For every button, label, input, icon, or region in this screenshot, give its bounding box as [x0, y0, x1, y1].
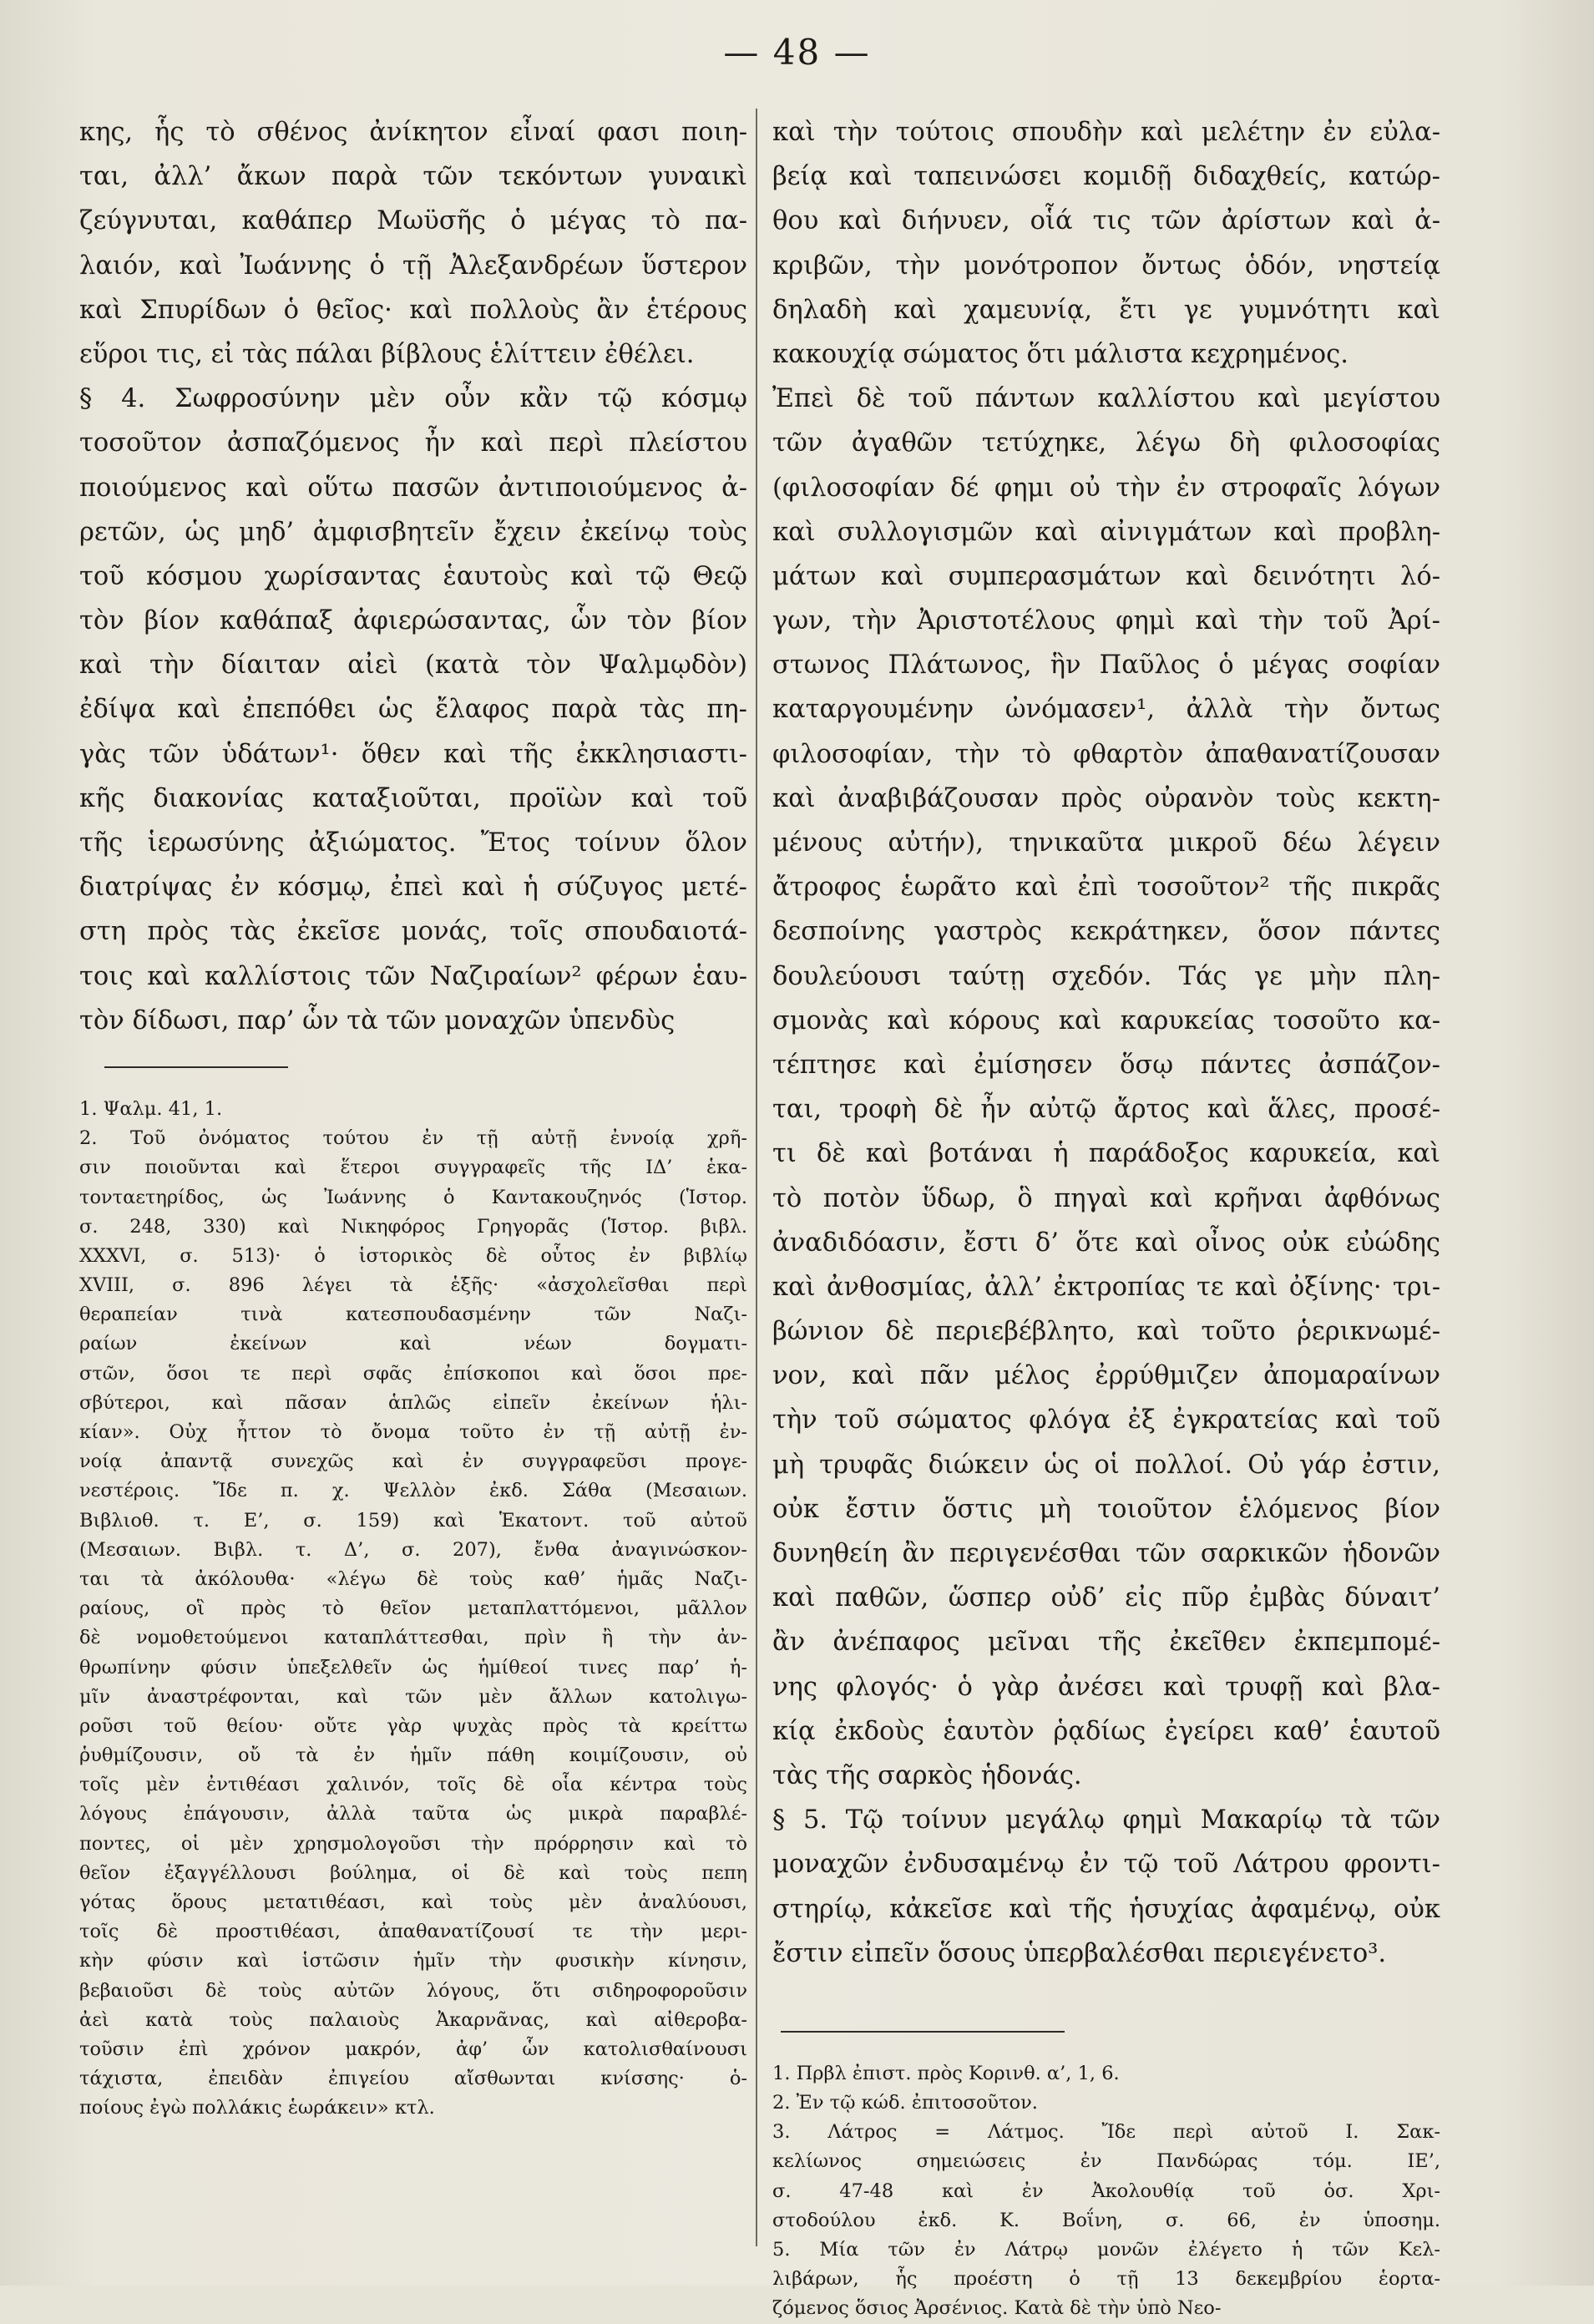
text-line: ποιούμενος καὶ οὕτω πασῶν ἀντιποιούμενος ἀ-: [79, 473, 747, 503]
footnote-line: 3. Λάτρος = Λάτμος. Ἴδε περὶ αὐτοῦ Ι. Σακ-: [772, 2121, 1440, 2144]
text-line: δηλαδὴ καὶ χαμευνίᾳ, ἔτι γε γυμνότητι καὶ: [772, 295, 1440, 325]
text-line: τοσοῦτον ἀσπαζόμενος ἦν καὶ περὶ πλείστου: [79, 428, 747, 458]
footnote-line: βεβαιοῦσι δὲ τοὺς αὐτῶν λόγους, ὅτι σιδηροφοροῦσιν: [79, 1979, 747, 2002]
text-line: κίᾳ ἐκδοὺς ἑαυτὸν ῥᾳδίως ἐγείρει καθ’ ἑαυτοῦ: [772, 1716, 1440, 1746]
text-line: μάτων καὶ συμπερασμάτων καὶ δεινότητι λό-: [772, 561, 1440, 591]
text-line: καὶ ἀνθοσμίας, ἀλλ’ ἐκτροπίας τε καὶ ὀξίνης· τρι-: [772, 1272, 1440, 1302]
footnote-line: σβύτεροι, καὶ πᾶσαν ἁπλῶς εἰπεῖν ἐκείνων ἡλι-: [79, 1391, 747, 1414]
footnote-line: δὲ νομοθετούμενοι καταπλάττεσθαι, πρὶν ἢ τὴν ἀν-: [79, 1627, 747, 1649]
footnote-line: νεστέροις. Ἴδε π. χ. Ψελλὸν ἐκδ. Σάθα (Μεσαιων.: [79, 1480, 747, 1502]
text-line: οὐκ ἔστιν ὅστις μὴ τοιοῦτον ἑλόμενος βίον: [772, 1494, 1440, 1524]
left-footnotes: [79, 1095, 747, 2124]
text-line: καταργουμένην ὠνόμασεν¹, ἀλλὰ τὴν ὄντως: [772, 695, 1440, 725]
text-line: δεσποίνης γαστρὸς κεκράτηκεν, ὅσον πάντες: [772, 917, 1440, 947]
footnote-line: τοῦσιν ἐπὶ χρόνον μακρόν, ἀφ’ ὧν κατολισθαίνουσι: [79, 2038, 747, 2060]
text-line: βώνιον δὲ περιεβέβλητο, καὶ τοῦτο ῥερικνωμέ-: [772, 1317, 1440, 1347]
text-line: δυνηθείη ἂν περιγενέσθαι τῶν σαρκικῶν ἡδονῶν: [772, 1539, 1440, 1568]
footnote-line: ποίους ἐγὼ πολλάκις ἑωράκειν» κτλ.: [79, 2097, 435, 2119]
text-line: τοις καὶ καλλίστοις τῶν Ναζιραίων² φέρων ἑαυ-: [79, 961, 747, 991]
text-line: μένους αὐτήν), τηνικαῦτα μικροῦ δέω λέγειν: [772, 828, 1440, 858]
column-divider: [756, 109, 757, 2246]
text-line: τὴν τοῦ σώματος φλόγα ἐξ ἐγκρατείας καὶ τοῦ: [772, 1405, 1440, 1435]
left-column: [79, 110, 747, 2124]
text-line: δουλεύουσι ταύτῃ σχεδόν. Τάς γε μὴν πλη-: [772, 961, 1440, 991]
footnote-line: ροῦσι τοῦ θείου· οὔτε γὰρ ψυχὰς πρὸς τὰ κρείττω: [79, 1714, 747, 1737]
text-line: μὴ τρυφᾶς διώκειν ὡς οἱ πολλοί. Οὐ γάρ ἐστιν,: [772, 1450, 1440, 1480]
footnote-line: 5. Μία τῶν ἐν Λάτρῳ μονῶν ἐλέγετο ἡ τῶν Κελ-: [772, 2239, 1440, 2261]
text-line: ἄτροφος ἑωρᾶτο καὶ ἐπὶ τοσοῦτον² τῆς πικρᾶς: [772, 873, 1440, 903]
text-line: § 5. Τῷ τοίνυν μεγάλῳ φημὶ Μακαρίῳ τὰ τῶν: [772, 1805, 1440, 1835]
text-line: καὶ συλλογισμῶν καὶ αἰνιγμάτων καὶ προβλη-: [772, 517, 1440, 547]
footnote-line: νοίᾳ ἀπαντᾷ συνεχῶς καὶ ἐν συγγραφεῦσι προγε-: [79, 1451, 747, 1473]
footnote-line: λιβάρων, ἧς προέστη ὁ τῇ 13 δεκεμβρίου ἑορτα-: [772, 2268, 1440, 2291]
text-line: ἀναδιδόασιν, ἔστι δ’ ὅτε καὶ οἶνος οὐκ εὐώδης: [772, 1228, 1440, 1258]
text-line: τῆς ἱερωσύνης ἀξιώματος. Ἔτος τοίνυν ὅλον: [79, 828, 747, 858]
text-line: καὶ παθῶν, ὥσπερ οὐδ’ εἰς πῦρ ἐμβὰς δύναιτ’: [772, 1583, 1440, 1613]
footnote-line: στῶν, ὅσοι τε περὶ σφᾶς ἐπίσκοποι καὶ ὅσοι πρε-: [79, 1362, 747, 1385]
footnote-line: XXXVI, σ. 513)· ὁ ἱστορικὸς δὲ οὗτος ἐν βιβλίῳ: [79, 1244, 747, 1267]
page-number: — 48 —: [723, 32, 871, 73]
footnote-line: θεραπείαν τινὰ κατεσπουδασμένην τῶν Ναζι-: [79, 1304, 747, 1326]
footnote-line: τάχιστα, ἐπειδὰν ἐπιγείου αἴσθωνται κνίσσης· ὁ-: [79, 2068, 747, 2090]
footnote-line: ραίων ἐκείνων καὶ νέων δογματι-: [79, 1333, 747, 1355]
text-line: ἐδίψα καὶ ἐπεπόθει ὡς ἔλαφος παρὰ τὰς πη-: [79, 695, 747, 725]
text-line: ρετῶν, ὡς μηδ’ ἀμφισβητεῖν ἔχειν ἐκείνῳ τοὺς: [79, 517, 747, 547]
right-footnotes: [772, 2059, 1440, 2324]
text-line: νον, καὶ πᾶν μέλος ἐρρύθμιζεν ἀπομαραίνων: [772, 1361, 1440, 1391]
right-column-text: [772, 110, 1440, 1976]
footnote-line: ἀεὶ κατὰ τοὺς παλαιοὺς Ἀκαρνᾶνας, καὶ αἰθεροβα-: [79, 2008, 747, 2031]
footnote-line: XVIII, σ. 896 λέγει τὰ ἑξῆς· «ἀσχολεῖσθαι περὶ: [79, 1274, 747, 1297]
footnote-line: σ. 47-48 καὶ ἐν Ἀκολουθίᾳ τοῦ ὁσ. Χρι-: [772, 2180, 1440, 2202]
text-line: λαιόν, καὶ Ἰωάννης ὁ τῇ Ἀλεξανδρέων ὕστερον: [79, 251, 747, 281]
text-line: νης φλογός· ὁ γὰρ ἀνέσει καὶ τρυφῇ καὶ βλα-: [772, 1672, 1440, 1702]
footnote-line: 2. Ἐν τῷ κώδ. ἐπιτοσοῦτον.: [772, 2092, 1038, 2114]
right-column: [772, 110, 1440, 2324]
text-line: τῶν ἀγαθῶν τετύχηκε, λέγω δὴ φιλοσοφίας: [772, 428, 1440, 458]
footnote-line: Βιβλιοθ. τ. Ε’, σ. 159) καὶ Ἑκατοντ. τοῦ αὐτοῦ: [79, 1509, 747, 1532]
footnote-line: γότας ὅρους μετατιθέασι, καὶ τοὺς μὲν ἀναλύουσι,: [79, 1891, 747, 1913]
footnote-line: μῖν ἀναστρέφονται, καὶ τῶν μὲν ἄλλων κατολιγω-: [79, 1685, 747, 1708]
right-footnote-rule: [781, 2031, 1065, 2033]
text-line: κῆς διακονίας καταξιοῦται, προϊὼν καὶ τοῦ: [79, 783, 747, 813]
footnote-line: τοῖς μὲν ἐντιθέασι χαλινόν, τοῖς δὲ οἷα κέντρα τοὺς: [79, 1774, 747, 1796]
text-line: στωνος Πλάτωνος, ἣν Παῦλος ὁ μέγας σοφίαν: [772, 651, 1440, 681]
left-footnote-rule: [104, 1066, 288, 1068]
text-line: τὰς τῆς σαρκὸς ἡδονάς.: [772, 1760, 1082, 1790]
text-line: τι δὲ καὶ βοτάναι ἡ παράδοξος καρυκεία, καὶ: [772, 1139, 1440, 1169]
text-line: σμονὰς καὶ κόρους καὶ καρυκείας τοσοῦτο κα-: [772, 1005, 1440, 1035]
footnote-line: ζόμενος ὅσιος Ἀρσένιος. Κατὰ δὲ τὴν ὑπὸ Νεο-: [772, 2297, 1222, 2320]
text-line: τὸν βίον καθάπαξ ἀφιερώσαντας, ὧν τὸν βίον: [79, 606, 747, 636]
footnote-line: 1. Ψαλμ. 41, 1.: [79, 1097, 223, 1120]
footnote-line: 1. Πρβλ ἐπιστ. πρὸς Κορινθ. α’, 1, 6.: [772, 2062, 1120, 2084]
text-line: τὸ ποτὸν ὕδωρ, ὃ πηγαὶ καὶ κρῆναι ἀφθόνως: [772, 1183, 1440, 1213]
footnote-line: κελίωνος σημειώσεις ἐν Πανδώρας τόμ. ΙΕ’,: [772, 2150, 1440, 2173]
text-line: (φιλοσοφίαν δέ φημι οὐ τὴν ἐν στροφαῖς λόγων: [772, 473, 1440, 503]
text-line: καὶ τὴν τούτοις σπουδὴν καὶ μελέτην ἐν εὐλα-: [772, 118, 1440, 147]
footnote-line: ται τὰ ἀκόλουθα· «λέγω δὲ τοὺς καθ’ ἡμᾶς Ναζι-: [79, 1567, 747, 1590]
footnote-line: ποντες, οἱ μὲν χρησμολογοῦσι τὴν πρόρρησιν καὶ τὸ: [79, 1832, 747, 1855]
text-line: φιλοσοφίαν, τὴν τὸ φθαρτὸν ἀπαθανατίζουσαν: [772, 739, 1440, 769]
footnote-line: 2. Τοῦ ὀνόματος τούτου ἐν τῇ αὐτῇ ἐννοίᾳ χρῆ-: [79, 1127, 747, 1150]
text-line: κακουχίᾳ σώματος ὅτι μάλιστα κεχρημένος.: [772, 339, 1349, 369]
text-line: ται, ἀλλ’ ἄκων παρὰ τῶν τεκόντων γυναικὶ: [79, 162, 747, 192]
text-line: ἂν ἀνέπαφος μεῖναι τῆς ἐκεῖθεν ἐκπεμπομέ-: [772, 1628, 1440, 1658]
text-line: διατρίψας ἐν κόσμῳ, ἐπεὶ καὶ ἡ σύζυγος μετέ-: [79, 873, 747, 903]
text-line: § 4. Σωφροσύνην μὲν οὖν κἂν τῷ κόσμῳ: [79, 384, 747, 414]
text-line: κης, ἧς τὸ σθένος ἀνίκητον εἶναί φασι ποιη-: [79, 118, 747, 147]
footnote-line: κὴν φύσιν καὶ ἱστῶσιν ἡμῖν τὴν φυσικὴν κίνησιν,: [79, 1950, 747, 1972]
footnote-line: στοδούλου ἐκδ. Κ. Βοΐνη, σ. 66, ἐν ὑποσημ.: [772, 2209, 1440, 2231]
text-line: ται, τροφὴ δὲ ἦν αὐτῷ ἄρτος καὶ ἅλες, προσέ-: [772, 1095, 1440, 1125]
footnote-line: λόγους ἐπάγουσιν, ἀλλὰ ταῦτα ὡς μικρὰ παραβλέ-: [79, 1803, 747, 1825]
text-line: καὶ ἀναβιβάζουσαν πρὸς οὐρανὸν τοὺς κεκτη-: [772, 783, 1440, 813]
text-line: στηρίῳ, κἀκεῖσε καὶ τῆς ἡσυχίας ἀφαμένῳ, οὐκ: [772, 1894, 1440, 1924]
footnote-line: ραίους, οἳ πρὸς τὸ θεῖον μεταπλαττόμενοι, μᾶλλον: [79, 1597, 747, 1620]
text-line: κριβῶν, τὴν μονότροπον ὄντως ὁδόν, νηστείᾳ: [772, 251, 1440, 281]
text-line: τοῦ κόσμου χωρίσαντας ἑαυτοὺς καὶ τῷ Θεῷ: [79, 561, 747, 591]
text-line: εὕροι τις, εἰ τὰς πάλαι βίβλους ἑλίττειν ἐθέλει.: [79, 339, 695, 369]
text-line: Ἐπεὶ δὲ τοῦ πάντων καλλίστου καὶ μεγίστου: [772, 384, 1440, 414]
text-line: ζεύγνυται, καθάπερ Μωϋσῆς ὁ μέγας τὸ πα-: [79, 206, 747, 236]
left-column-text: [79, 110, 747, 1043]
footnote-line: θρωπίνην φύσιν ὑπεξελθεῖν ὡς ἡμίθεοί τινες παρ’ ἡ-: [79, 1656, 747, 1678]
text-line: τέπτησε καὶ ἐμίσησεν ὅσῳ πάντες ἀσπάζον-: [772, 1050, 1440, 1080]
footnote-line: κίαν». Οὐχ ἧττον τὸ ὄνομα τοῦτο ἐν τῇ αὐτῇ ἐν-: [79, 1421, 747, 1443]
text-line: βείᾳ καὶ ταπεινώσει κομιδῇ διδαχθείς, κατώρ-: [772, 162, 1440, 192]
text-line: καὶ τὴν δίαιταν αἰεὶ (κατὰ τὸν Ψαλμῳδὸν): [79, 651, 747, 681]
footnote-line: σ. 248, 330) καὶ Νικηφόρος Γρηγορᾶς (Ἱστορ. βιβλ.: [79, 1215, 747, 1238]
footnote-line: θεῖον ἐξαγγέλλουσι βούλημα, οἱ δὲ καὶ τοὺς πεπη: [79, 1861, 747, 1884]
text-line: θου καὶ διήνυεν, οἷά τις τῶν ἀρίστων καὶ ἀ-: [772, 206, 1440, 236]
footnote-line: τονταετηρίδος, ὡς Ἰωάννης ὁ Καντακουζηνός (Ἱστορ.: [79, 1186, 747, 1208]
text-line: μοναχῶν ἐνδυσαμένῳ ἐν τῷ τοῦ Λάτρου φροντι-: [772, 1850, 1440, 1880]
text-line: γων, τὴν Ἀριστοτέλους φημὶ καὶ τὴν τοῦ Ἀρί-: [772, 606, 1440, 636]
text-line: ἔστιν εἰπεῖν ὅσους ὑπερβαλέσθαι περιεγένετο³.: [772, 1938, 1387, 1968]
text-line: στη πρὸς τὰς ἐκεῖσε μονάς, τοῖς σπουδαιοτά-: [79, 917, 747, 947]
footnote-line: τοῖς δὲ προστιθέασι, ἀπαθανατίζουσί τε τὴν μερι-: [79, 1921, 747, 1943]
text-line: τὸν δίδωσι, παρ’ ὧν τὰ τῶν μοναχῶν ὑπενδὺς: [79, 1005, 676, 1035]
footnote-line: σιν ποιοῦνται καὶ ἕτεροι συγγραφεῖς τῆς ΙΔ’ ἑκα-: [79, 1157, 747, 1179]
footnote-line: (Μεσαιων. Βιβλ. τ. Δ’, σ. 207), ἔνθα ἀναγινώσκον-: [79, 1538, 747, 1561]
text-line: γὰς τῶν ὑδάτων¹· ὅθεν καὶ τῆς ἐκκλησιαστι-: [79, 739, 747, 769]
text-line: καὶ Σπυρίδων ὁ θεῖος· καὶ πολλοὺς ἂν ἑτέρους: [79, 295, 747, 325]
footnote-line: ῥυθμίζουσιν, οὔ τὰ ἐν ἡμῖν πάθη κοιμίζουσιν, οὐ: [79, 1744, 747, 1767]
